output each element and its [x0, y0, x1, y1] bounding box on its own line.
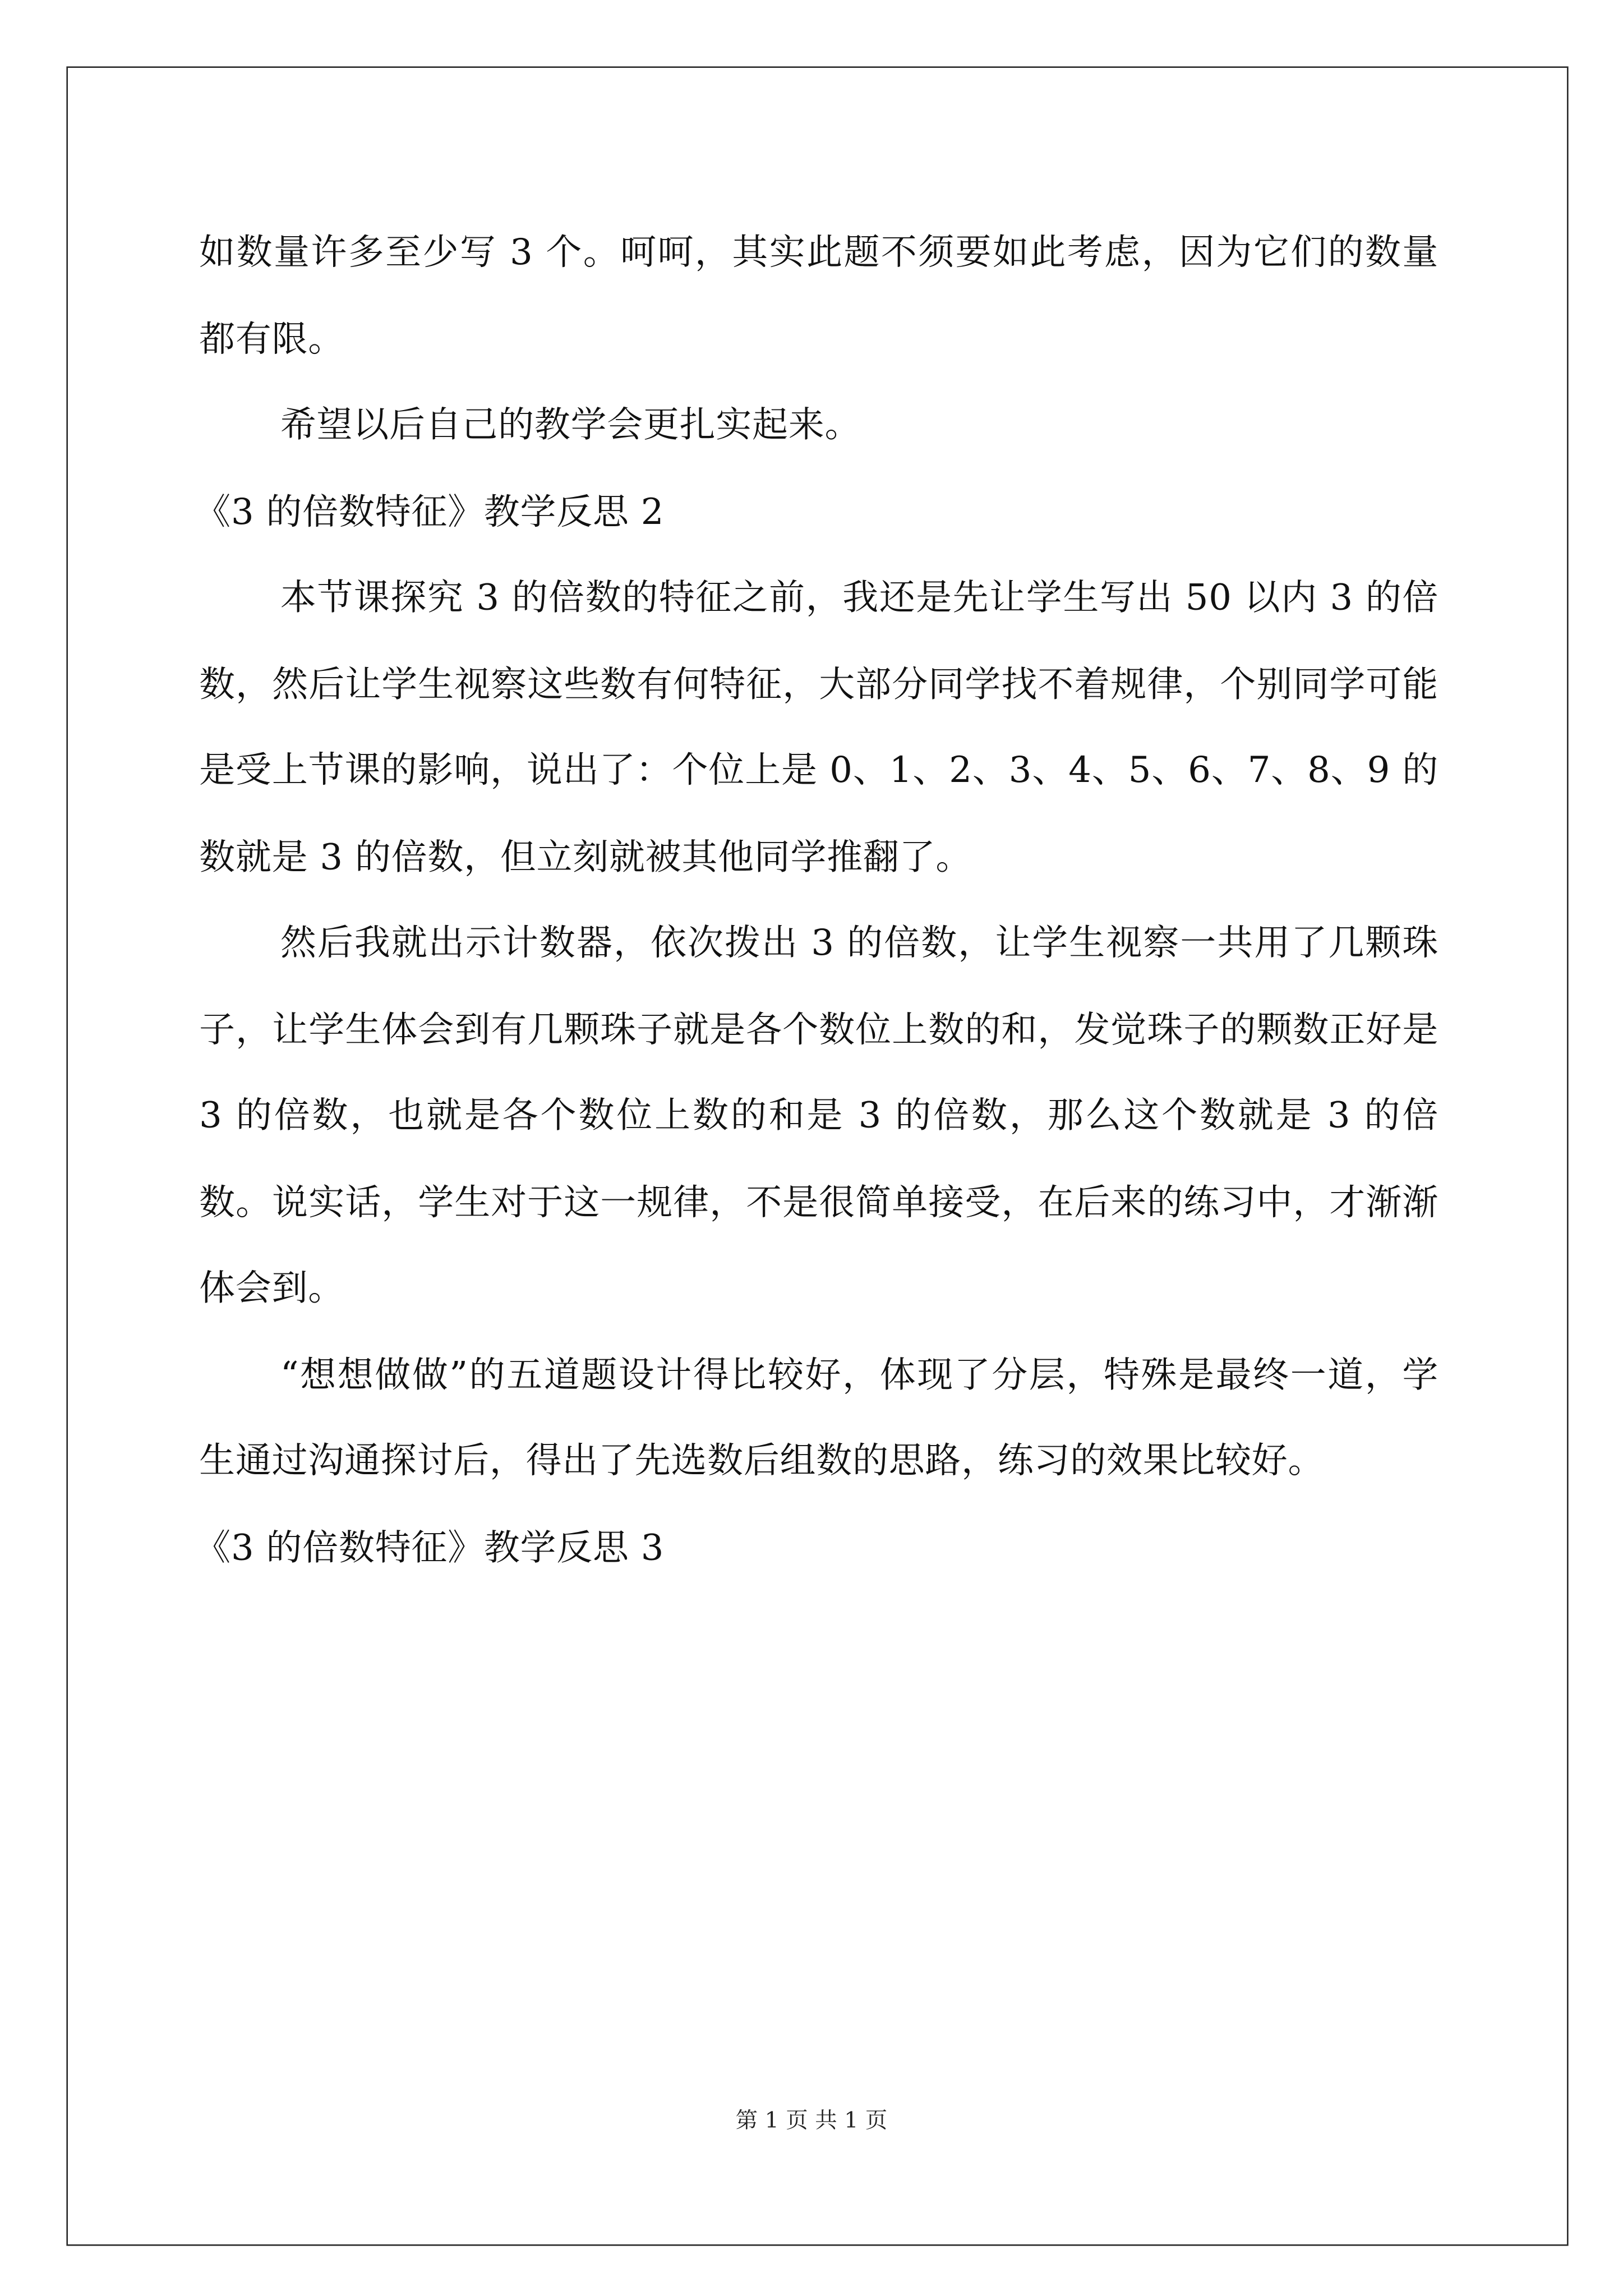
- paragraph: 本节课探究 3 的倍数的特征之前，我还是先让学生写出 50 以内 3 的倍数，然后让学生视察这些数有何特征，大部分同学找不着规律，个别同学可能是受上节课的影响，说出了：个位上是 0、1、2、3、4、5、6、7、8、9 的数就是 3 的倍数，但立刻就被其他同学推翻了。: [199, 575, 1439, 877]
- section-heading: 《3 的倍数特征》教学反思 2: [195, 489, 665, 532]
- paragraph: 希望以后自己的教学会更扎实起来。: [280, 403, 861, 446]
- section-heading: 《3 的倍数特征》教学反思 3: [195, 1525, 665, 1568]
- page-number-footer: 第 1 页 共 1 页: [735, 2107, 888, 2134]
- document-body: [195, 210, 1439, 1591]
- paragraph: 然后我就出示计数器，依次拨出 3 的倍数，让学生视察一共用了几颗珠子，让学生体会到有几颗珠子就是各个数位上数的和，发觉珠子的颗数正好是 3 的倍数，也就是各个数位上数的和是 3 的倍数，那么这个数就是 3 的倍数。说实话，学生对于这一规律，不是很简单接受，在后来的练习中，才渐渐体会到。: [199, 921, 1439, 1309]
- paragraph: “想想做做”的五道题设计得比较好，体现了分层，特殊是最终一道，学生通过沟通探讨后，得出了先选数后组数的思路，练习的效果比较好。: [199, 1352, 1439, 1482]
- paragraph-continuation: 如数量许多至少写 3 个。呵呵，其实此题不须要如此考虑，因为它们的数量都有限。: [199, 230, 1439, 360]
